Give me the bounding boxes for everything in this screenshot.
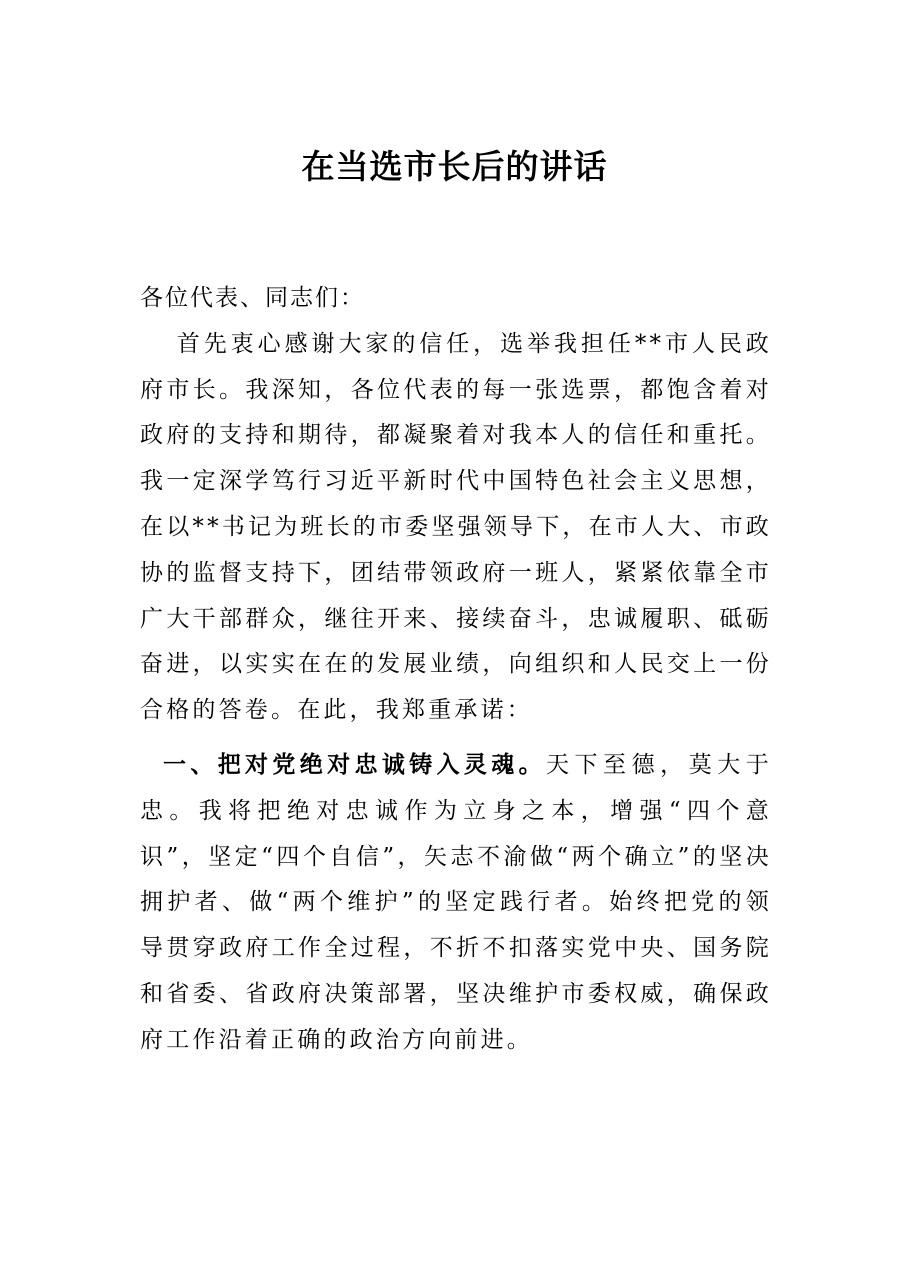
section-1-heading: 一、把对党绝对忠诚铸入灵魂。 (163, 751, 546, 778)
document-title: 在当选市长后的讲话 (301, 147, 608, 186)
section-1-body: 天下至德，莫大于忠。我将把绝对忠诚作为立身之本，增强“四个意识”，坚定“四个自信”，矢志不渝做“两个确立”的坚决拥护者、做“两个维护”的坚定践行者。始终把党的领导贯穿政府工作全过程，不折不扣落实党中央、国务院和省委、省政府决策部署，坚决维护市委权威，确保政府工作沿着正确的政治方向前进。 (140, 751, 773, 1053)
section-1-paragraph (140, 743, 772, 1064)
greeting-line: 各位代表、同志们： (140, 285, 365, 311)
opening-paragraph: 首先衷心感谢大家的信任，选举我担任**市人民政府市长。我深知，各位代表的每一张选票，都饱含着对政府的支持和期待，都凝聚着对我本人的信任和重托。我一定深学笃行习近平新时代中国特色社会主义思想，在以**书记为班长的市委坚强领导下，在市人大、市政协的监督支持下，团结带领政府一班人，紧紧依靠全市广大干部群众，继往开来、接续奋斗，忠诚履职、砥砺奋进，以实实在在的发展业绩，向组织和人民交上一份合格的答卷。在此，我郑重承诺： (140, 330, 772, 724)
document-body (140, 276, 772, 1064)
